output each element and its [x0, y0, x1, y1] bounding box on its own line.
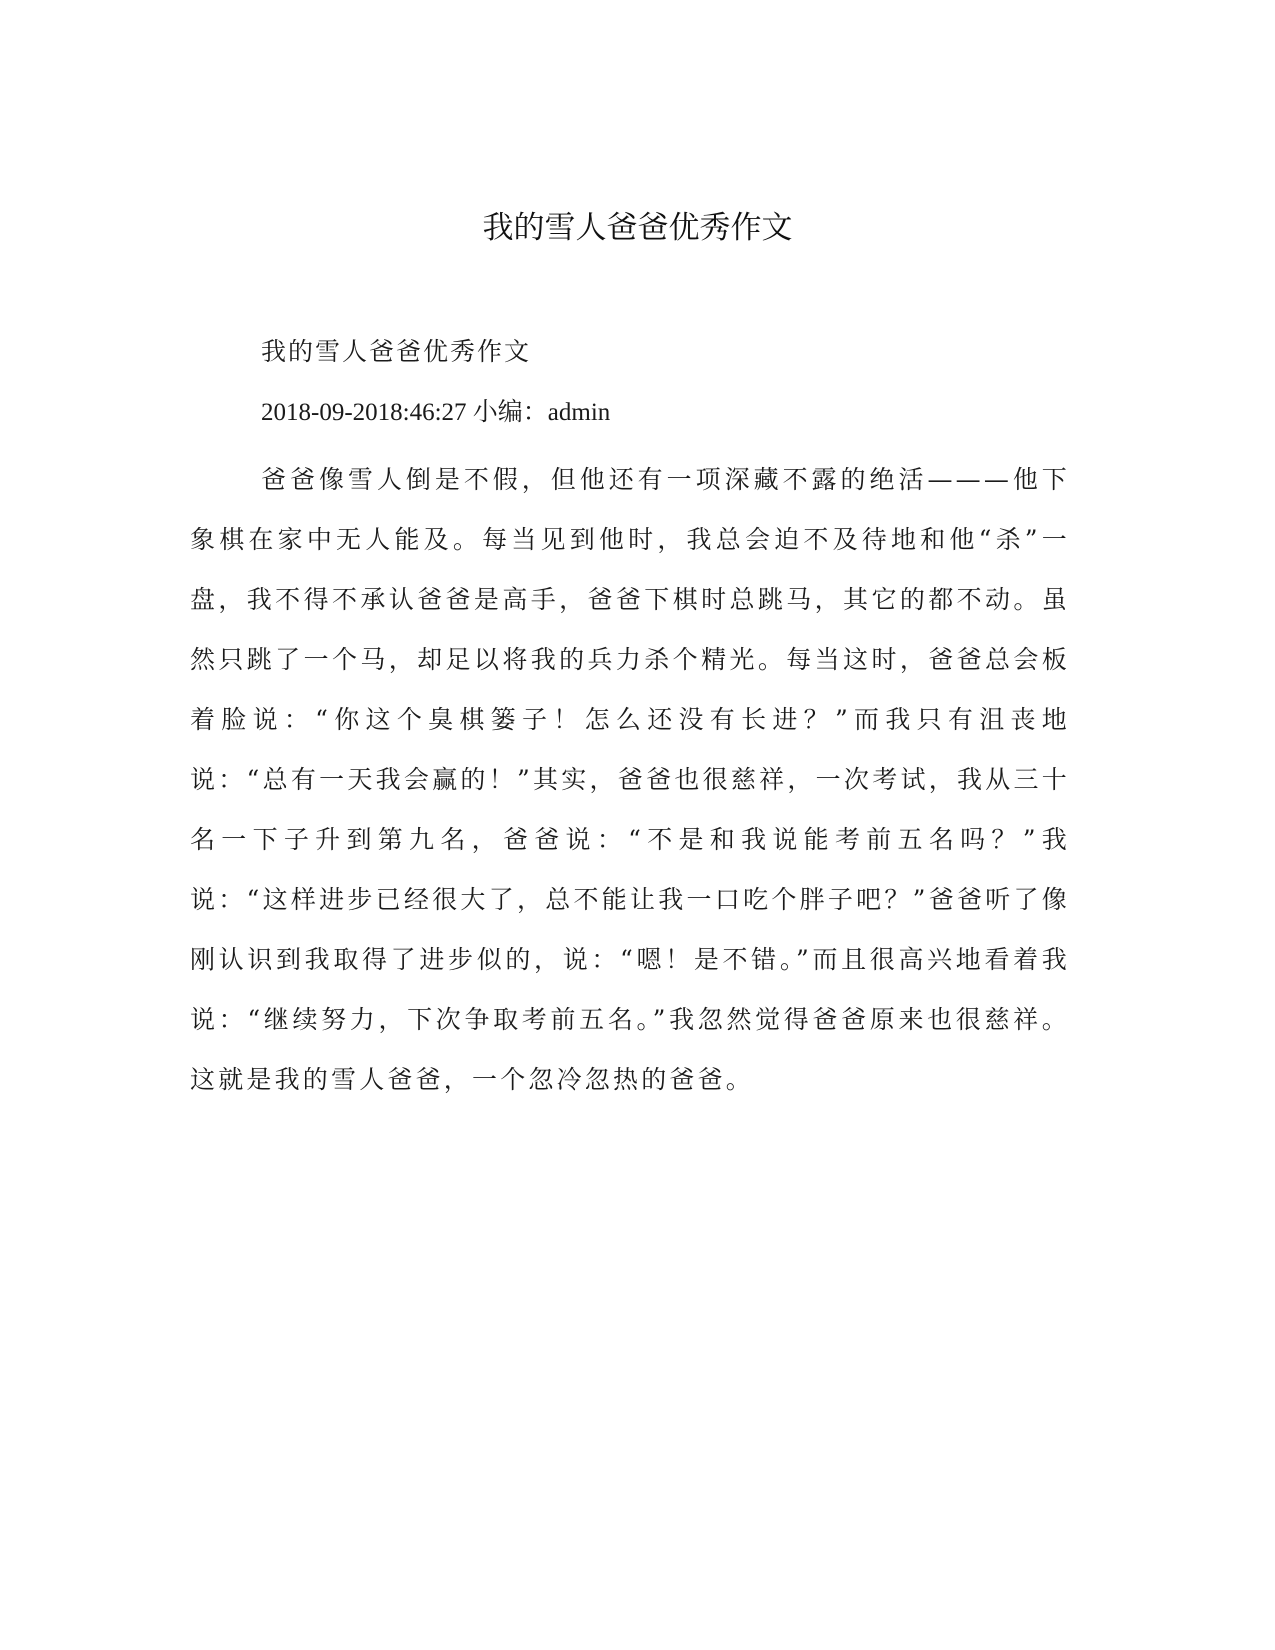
- essay-body: 爸爸像雪人倒是不假，但他还有一项深藏不露的绝活———他下象棋在家中无人能及。每当见到他时，我总会迫不及待地和他“杀”一盘，我不得不承认爸爸是高手，爸爸下棋时总跳马，其它的都不动。虽然只跳了一个马，却足以将我的兵力杀个精光。每当这时，爸爸总会板着脸说：“你这个臭棋篓子！怎么还没有长进？”而我只有沮丧地说：“总有一天我会赢的！”其实，爸爸也很慈祥，一次考试，我从三十名一下子升到第九名，爸爸说：“不是和我说能考前五名吗？”我说：“这样进步已经很大了，总不能让我一口吃个胖子吧？”爸爸听了像刚认识到我取得了进步似的，说：“嗯！是不错。”而且很高兴地看着我说：“继续努力，下次争取考前五名。”我忽然觉得爸爸原来也很慈祥。这就是我的雪人爸爸，一个忽冷忽热的爸爸。: [190, 465, 1070, 1094]
- document-subtitle: 我的雪人爸爸优秀作文: [261, 337, 532, 366]
- publish-meta: 2018-09-2018:46:27 小编：admin: [261, 399, 611, 426]
- document-title: 我的雪人爸爸优秀作文: [482, 210, 793, 246]
